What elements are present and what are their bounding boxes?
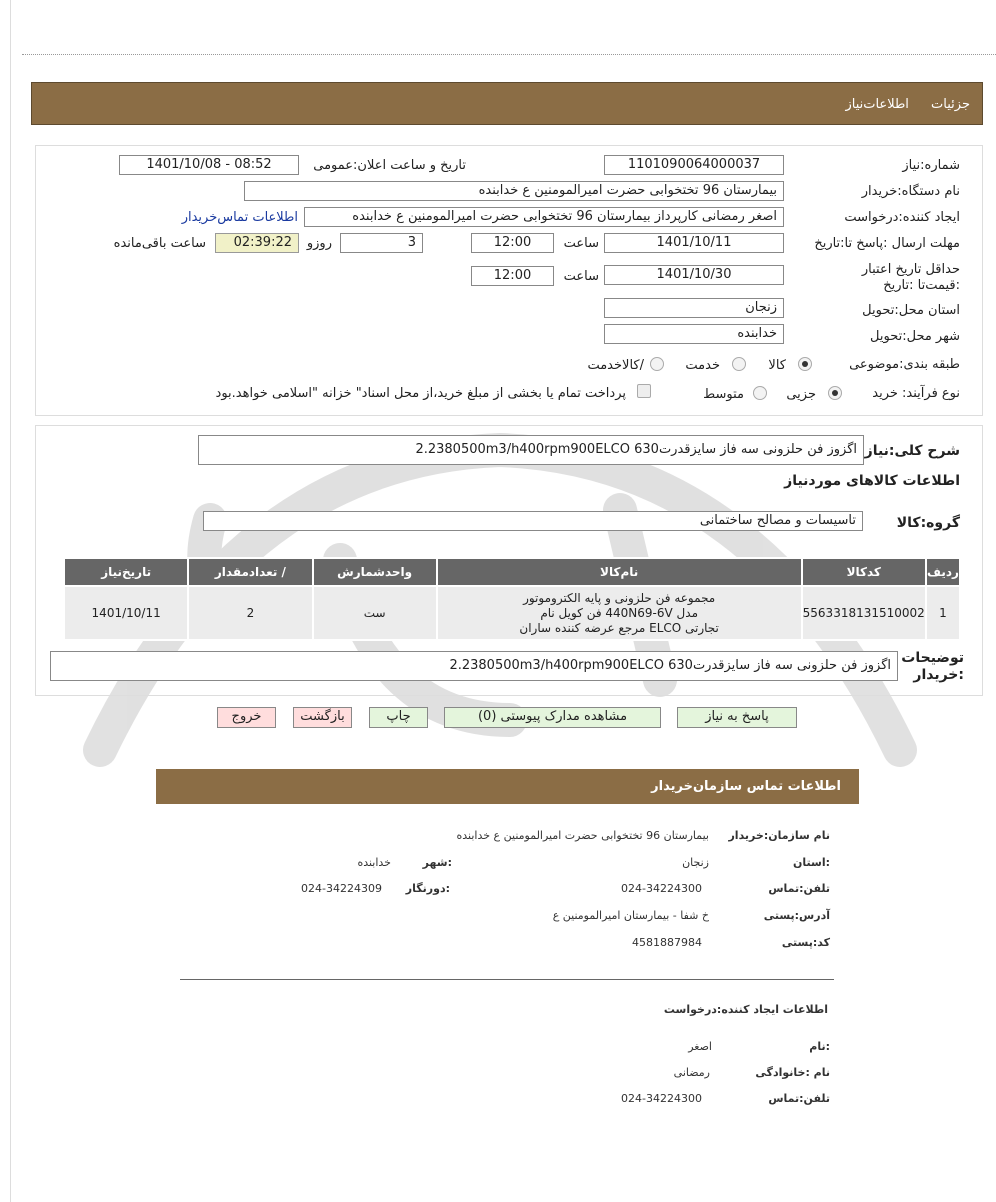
table-row[interactable] [64, 586, 960, 640]
creator-phone-label: تلفن:تماس [768, 1092, 830, 1105]
reply-deadline-label: مهلت ارسال :پاسخ تا:تاریخ [814, 236, 960, 251]
validity-date-field[interactable]: 1401/10/30 [604, 265, 784, 285]
row-name-line2: مدل 440N69-6V فن کویل نام [540, 605, 698, 620]
category-label: طبقه بندی:موضوعی [849, 357, 960, 372]
category-goods-radio[interactable] [798, 357, 812, 371]
contact-org-label: نام سازمان:خریدار [728, 829, 830, 842]
attachments-button[interactable]: مشاهده مدارک پیوستی (0) [444, 707, 661, 728]
goods-table [63, 557, 961, 641]
buyer-org-label: نام دستگاه:خریدار [861, 184, 960, 199]
goods-group-field[interactable]: تاسیسات و مصالح ساختمانی [203, 511, 863, 531]
process-minor-label: جزیی [786, 387, 816, 402]
col-date: تاریخ‌نیاز [64, 558, 188, 586]
buyer-contact-link[interactable]: اطلاعات تماس‌خریدار [181, 210, 298, 225]
contact-phone-value: 024-34224300 [621, 882, 702, 895]
city-label: شهر محل:تحویل [870, 329, 960, 344]
general-desc-field[interactable]: اگزوز فن حلزونی سه فاز سایزقدرت630 2.2380500m3/h400rpm900ELCO [198, 435, 864, 465]
contact-postal-value: 4581887984 [632, 936, 702, 949]
province-field[interactable]: زنجان [604, 298, 784, 318]
reply-time-label: ساعت [563, 236, 599, 251]
category-service-radio[interactable] [732, 357, 746, 371]
reply-button[interactable]: پاسخ به نیاز [677, 707, 797, 728]
creator-label: ایجاد کننده:درخواست [844, 210, 960, 225]
general-desc-label: شرح کلی:نیاز [864, 443, 960, 459]
col-unit: واحدشمارش [313, 558, 437, 586]
remaining-label: ساعت باقی‌مانده [113, 236, 206, 251]
creator-info-title: اطلاعات ایجاد کننده:درخواست [663, 1003, 828, 1016]
top-divider [22, 54, 996, 55]
row-name [437, 586, 802, 640]
reply-time-field[interactable]: 12:00 [471, 233, 554, 253]
contact-header: اطلاعات تماس سازمان‌خریدار [156, 769, 859, 804]
category-both-radio[interactable] [650, 357, 664, 371]
goods-info-title: اطلاعات کالاهای موردنیاز [784, 473, 960, 489]
contact-province-label: :استان [793, 856, 830, 869]
buyer-org-field[interactable]: بیمارستان 96 تختخوابی حضرت امیرالمومنین ع خدابنده [244, 181, 784, 201]
creator-field[interactable]: اصغر رمضانی کارپرداز بیمارستان 96 تختخوابی حضرت امیرالمومنین ع خدابنده [304, 207, 784, 227]
buyer-notes-label: توضیحات :خریدار [901, 650, 964, 683]
col-qty: / تعدادمقدار [188, 558, 312, 586]
contact-city-label: :شهر [422, 856, 452, 869]
category-both-label: /کالاخدمت [587, 358, 644, 373]
back-button[interactable]: بازگشت [293, 707, 352, 728]
exit-button[interactable]: خروج [217, 707, 276, 728]
creator-family-label: نام :خانوادگی [755, 1066, 830, 1079]
payment-checkbox[interactable] [637, 384, 651, 398]
creator-name-value: اصغر [688, 1040, 712, 1053]
col-index: ردیف [926, 558, 960, 586]
province-label: استان محل:تحویل [862, 303, 960, 318]
process-label: نوع فرآیند: خرید [872, 386, 960, 401]
col-name: نام‌کالا [437, 558, 802, 586]
validity-time-field[interactable]: 12:00 [471, 266, 554, 286]
remaining-timer: 02:39:22 [215, 233, 299, 253]
creator-name-label: :نام [809, 1040, 830, 1053]
validity-label: حداقل تاریخ اعتبار :قیمت‌تا :تاریخ [861, 262, 960, 293]
page-header [31, 82, 983, 125]
contact-province-value: زنجان [682, 856, 709, 869]
row-unit: ست [313, 586, 437, 640]
contact-phone-label: تلفن:تماس [768, 882, 830, 895]
process-medium-label: متوسط [703, 387, 744, 402]
left-border [10, 0, 11, 1202]
row-index: 1 [926, 586, 960, 640]
reply-date-field[interactable]: 1401/10/11 [604, 233, 784, 253]
creator-family-value: رمضانی [673, 1066, 710, 1079]
print-button[interactable]: چاپ [369, 707, 428, 728]
contact-fax-value: 024-34224309 [301, 882, 382, 895]
goods-table-header [64, 558, 960, 586]
category-service-label: خدمت [685, 358, 720, 373]
need-number-label: شماره‌:نیاز [902, 158, 960, 173]
tab-need-info[interactable]: اطلاعات‌نیاز [845, 97, 909, 112]
days-field[interactable]: 3 [340, 233, 423, 253]
contact-address-value: خ شفا - بیمارستان امیرالمومنین ع [552, 909, 709, 922]
need-number-field[interactable]: 1101090064000037 [604, 155, 784, 175]
contact-fax-label: :دورنگار [405, 882, 450, 895]
buyer-notes-field[interactable]: اگزوز فن حلزونی سه فاز سایزقدرت630 2.2380500m3/h400rpm900ELCO [50, 651, 898, 681]
contact-city-value: خدابنده [357, 856, 391, 869]
row-name-line3: تجارتی ELCO مرجع عرضه کننده ساران [519, 620, 719, 635]
row-date: 1401/10/11 [64, 586, 188, 640]
section-divider [180, 979, 834, 980]
tab-details[interactable]: جزئیات [931, 97, 970, 112]
contact-postal-label: کد:پستی [781, 936, 830, 949]
announce-label: تاریخ و ساعت اعلان:عمومی [313, 158, 466, 173]
row-code: 5563318131510002 [802, 586, 926, 640]
days-label: روزو [306, 236, 332, 251]
contact-org-value: بیمارستان 96 تختخوابی حضرت امیرالمومنین ع خدابنده [456, 829, 709, 842]
row-name-line1: مجموعه فن حلزونی و پایه الکتروموتور [523, 590, 716, 605]
row-qty: 2 [188, 586, 312, 640]
category-goods-label: کالا [768, 358, 786, 373]
process-medium-radio[interactable] [753, 386, 767, 400]
contact-address-label: آدرس:پستی [763, 909, 830, 922]
col-code: کدکالا [802, 558, 926, 586]
creator-phone-value: 024-34224300 [621, 1092, 702, 1105]
payment-note: پرداخت تمام یا بخشی از مبلغ خرید،از محل اسناد" خزانه "اسلامی خواهد.بود [215, 386, 626, 401]
city-field[interactable]: خدابنده [604, 324, 784, 344]
goods-group-label: گروه:کالا [896, 515, 960, 531]
announce-field[interactable]: 1401/10/08 - 08:52 [119, 155, 299, 175]
validity-time-label: ساعت [563, 269, 599, 284]
process-minor-radio[interactable] [828, 386, 842, 400]
